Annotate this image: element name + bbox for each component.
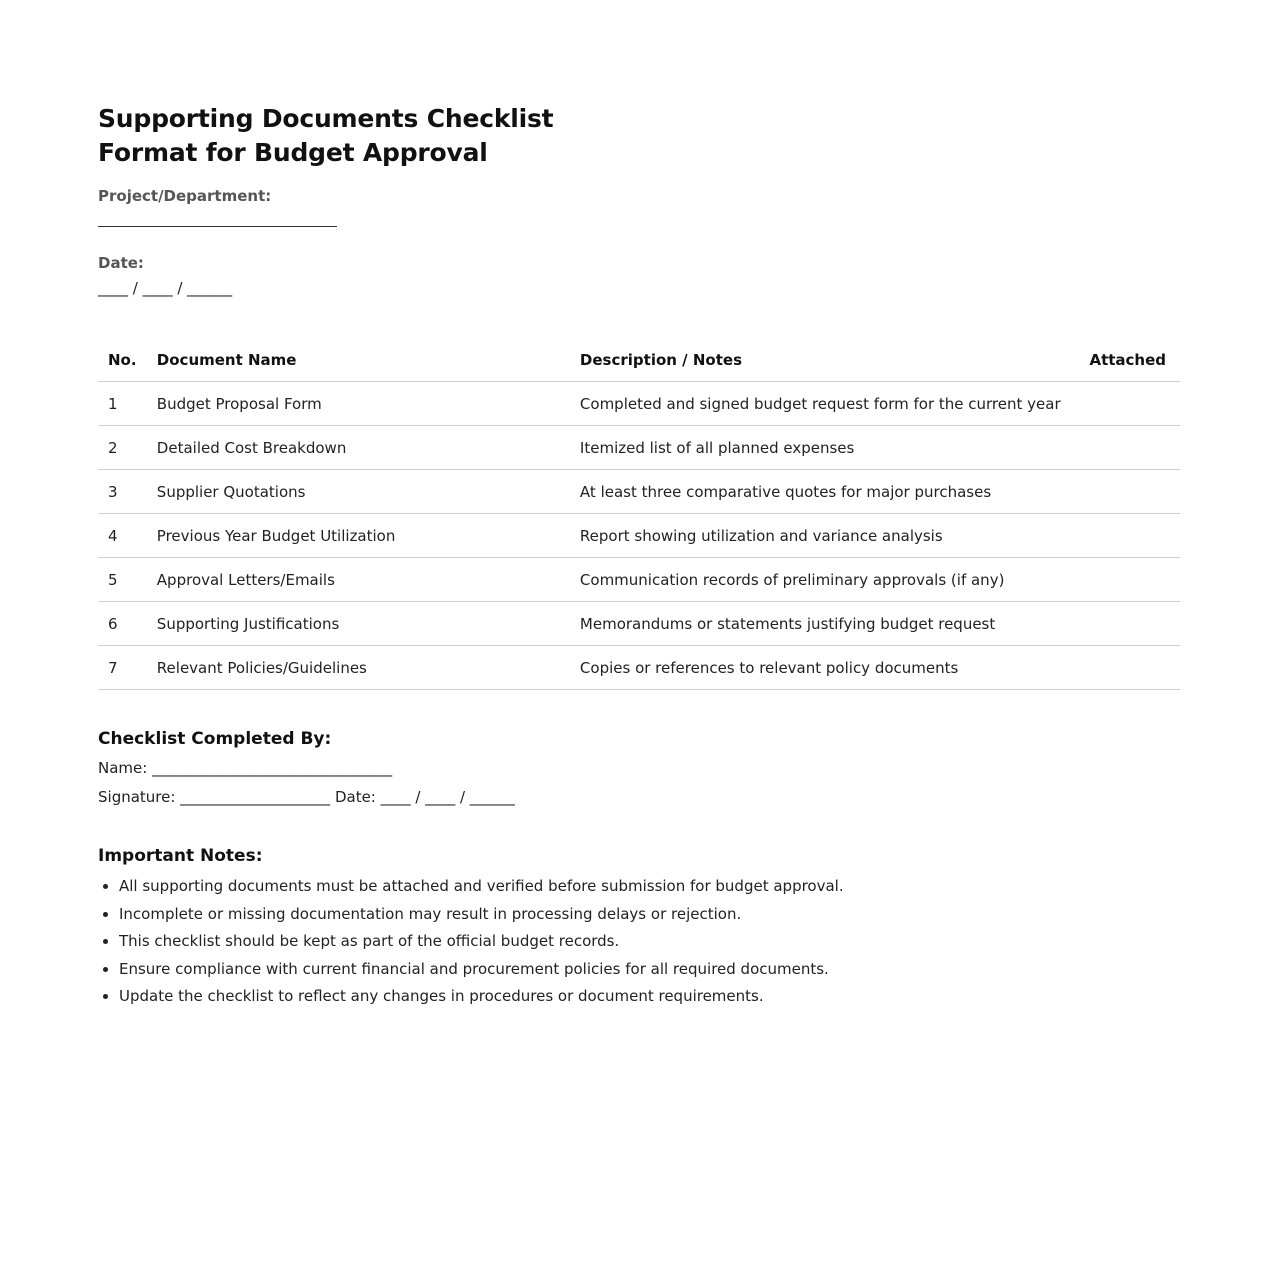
row-document-name: Previous Year Budget Utilization — [147, 514, 570, 558]
row-document-name: Budget Proposal Form — [147, 382, 570, 426]
row-attached-cell[interactable] — [1079, 470, 1180, 514]
row-no: 6 — [98, 602, 147, 646]
table-header-row — [98, 338, 1180, 382]
list-item: • Incomplete or missing documentation may result in processing delays or rejection. — [119, 901, 1180, 929]
row-no: 4 — [98, 514, 147, 558]
list-item: • All supporting documents must be attached and verified before submission for budget approval. — [119, 873, 1180, 901]
row-description: Memorandums or statements justifying budget request — [570, 602, 1080, 646]
row-no: 1 — [98, 382, 147, 426]
row-description: Copies or references to relevant policy documents — [570, 646, 1080, 690]
row-attached-cell[interactable] — [1079, 514, 1180, 558]
row-description: At least three comparative quotes for major purchases — [570, 470, 1080, 514]
table-row — [98, 558, 1180, 602]
row-no: 7 — [98, 646, 147, 690]
important-notes-list — [98, 873, 1180, 1011]
project-department-blank-line — [98, 214, 337, 227]
date-blank: ____ / ____ / ______ — [98, 279, 233, 297]
row-attached-cell[interactable] — [1079, 646, 1180, 690]
row-description: Communication records of preliminary approvals (if any) — [570, 558, 1080, 602]
header-description: Description / Notes — [570, 338, 1080, 382]
table-row — [98, 470, 1180, 514]
name-line: Name: ________________________________ — [98, 759, 393, 777]
row-no: 5 — [98, 558, 147, 602]
checklist-table — [98, 338, 1180, 690]
page-title: Supporting Documents Checklist Format for Budget Approval — [98, 104, 554, 167]
project-department-label: Project/Department: — [98, 187, 272, 205]
row-description: Completed and signed budget request form for the current year — [570, 382, 1080, 426]
row-document-name: Supporting Justifications — [147, 602, 570, 646]
row-attached-cell[interactable] — [1079, 382, 1180, 426]
table-row — [98, 382, 1180, 426]
table-row — [98, 602, 1180, 646]
row-attached-cell[interactable] — [1079, 558, 1180, 602]
important-notes-heading: Important Notes: — [98, 846, 263, 866]
table-row — [98, 646, 1180, 690]
table-row — [98, 514, 1180, 558]
header-document-name: Document Name — [147, 338, 570, 382]
signature-date-line: Signature: ____________________ Date: ____ / ____ / ______ — [98, 788, 515, 806]
row-no: 3 — [98, 470, 147, 514]
completed-by-heading: Checklist Completed By: — [98, 729, 332, 749]
header-no: No. — [98, 338, 147, 382]
row-document-name: Approval Letters/Emails — [147, 558, 570, 602]
row-description: Report showing utilization and variance analysis — [570, 514, 1080, 558]
row-document-name: Detailed Cost Breakdown — [147, 426, 570, 470]
row-document-name: Supplier Quotations — [147, 470, 570, 514]
list-item: • This checklist should be kept as part of the official budget records. — [119, 928, 1180, 956]
date-label: Date: — [98, 254, 144, 272]
row-no: 2 — [98, 426, 147, 470]
row-attached-cell[interactable] — [1079, 426, 1180, 470]
row-document-name: Relevant Policies/Guidelines — [147, 646, 570, 690]
header-attached: Attached — [1079, 338, 1180, 382]
list-item: • Update the checklist to reflect any changes in procedures or document requirements. — [119, 983, 1180, 1011]
row-attached-cell[interactable] — [1079, 602, 1180, 646]
table-row — [98, 426, 1180, 470]
row-description: Itemized list of all planned expenses — [570, 426, 1080, 470]
list-item: • Ensure compliance with current financial and procurement policies for all required documents. — [119, 956, 1180, 984]
